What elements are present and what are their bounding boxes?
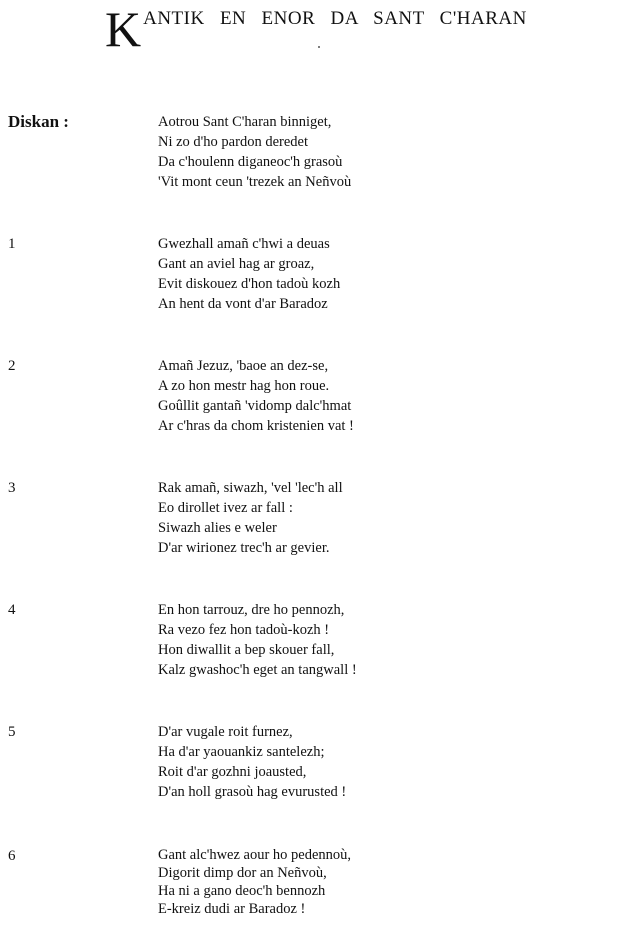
verse-line: Da c'houlenn diganeoc'h grasoù xyxy=(158,154,343,170)
verse-line: En hon tarrouz, dre ho pennozh, xyxy=(158,602,345,618)
stanza-number: 2 xyxy=(8,358,16,374)
verse-line: Hon diwallit a bep skouer fall, xyxy=(158,642,335,658)
stanza-lines xyxy=(158,600,357,680)
verse-line: Siwazh alies e weler xyxy=(158,520,277,536)
verse-line: Gant alc'hwez aour ho pedennoù, xyxy=(158,847,352,863)
verse-line: Evit diskouez d'hon tadoù kozh xyxy=(158,276,341,292)
stanza-label: Diskan : xyxy=(8,112,69,131)
print-speck xyxy=(318,46,320,48)
stanza-number: 3 xyxy=(8,480,16,496)
verse-line: Gwezhall amañ c'hwi a deuas xyxy=(158,236,330,252)
verse-line: Roit d'ar gozhni joausted, xyxy=(158,764,307,780)
verse-line: Gant an aviel hag ar groaz, xyxy=(158,256,315,272)
stanza-lines xyxy=(158,234,340,314)
stanza-lines xyxy=(158,846,351,918)
verse-line: Amañ Jezuz, 'baoe an dez-se, xyxy=(158,358,329,374)
verse-line: E-kreiz dudi ar Baradoz ! xyxy=(158,901,306,917)
stanza-number: 6 xyxy=(8,848,16,864)
verse-line: Aotrou Sant C'haran binniget, xyxy=(158,114,332,130)
stanza-number: 4 xyxy=(8,602,16,618)
verse-line: 'Vit mont ceun 'trezek an Neñvoù xyxy=(158,174,352,190)
title-text: ANTIK EN ENOR DA SANT C'HARAN xyxy=(143,8,527,29)
verse-line: An hent da vont d'ar Baradoz xyxy=(158,296,328,312)
verse-line: Ni zo d'ho pardon deredet xyxy=(158,134,308,150)
verse-line: Goûllit gantañ 'vidomp dalc'hmat xyxy=(158,398,352,414)
stanza-lines xyxy=(158,722,346,802)
page-title xyxy=(105,1,527,57)
verse-line: D'ar vugale roit furnez, xyxy=(158,724,293,740)
verse-line: Eo dirollet ivez ar fall : xyxy=(158,500,293,516)
stanza-number: 1 xyxy=(8,236,16,252)
stanza-lines xyxy=(158,112,351,192)
title-drop-initial: K xyxy=(105,1,142,57)
verse-line: Kalz gwashoc'h eget an tangwall ! xyxy=(158,662,357,678)
stanza-lines xyxy=(158,356,354,436)
verse-line: D'ar wirionez trec'h ar gevier. xyxy=(158,540,330,556)
verse-line: Ar c'hras da chom kristenien vat ! xyxy=(158,418,354,434)
verse-line: A zo hon mestr hag hon roue. xyxy=(158,378,330,394)
verse-line: Rak amañ, siwazh, 'vel 'lec'h all xyxy=(158,480,343,496)
verse-line: Digorit dimp dor an Neñvoù, xyxy=(158,865,327,881)
stanza-number: 5 xyxy=(8,724,16,740)
verse-line: Ha ni a gano deoc'h bennozh xyxy=(158,883,326,899)
verse-line: D'an holl grasoù hag evurusted ! xyxy=(158,784,347,800)
stanza-lines xyxy=(158,478,343,558)
verse-line: Ha d'ar yaouankiz santelezh; xyxy=(158,744,325,760)
verse-line: Ra vezo fez hon tadoù-kozh ! xyxy=(158,622,330,638)
